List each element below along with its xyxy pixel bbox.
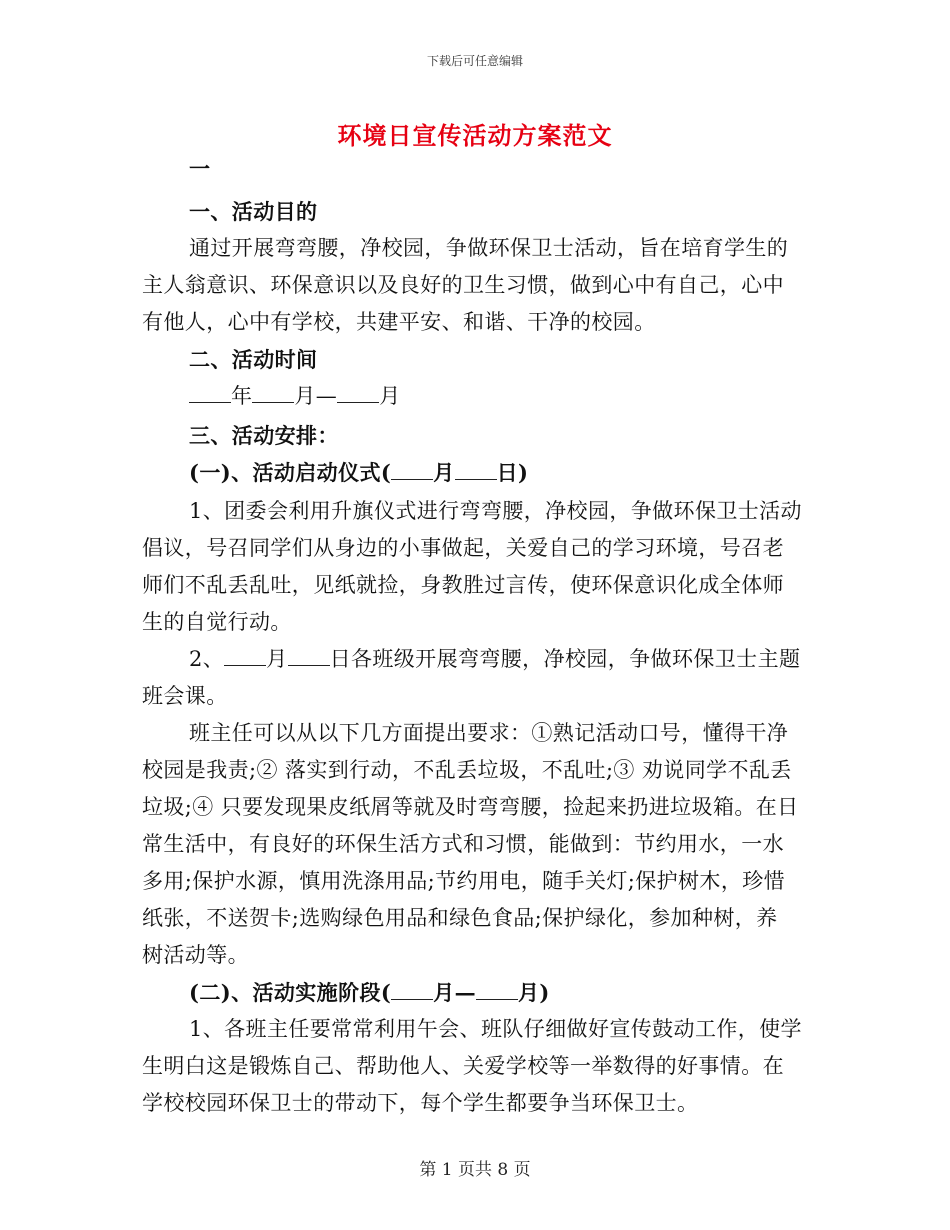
fill-in-blank: [288, 643, 330, 666]
document-title: 环境日宣传活动方案范文: [337, 121, 613, 150]
page-header: 下载后可任意编辑: [426, 54, 523, 68]
section-heading: (一)、活动启动仪式( 月 日): [142, 454, 808, 491]
paragraph-line: 班会课。: [142, 684, 228, 708]
paragraph-line: 班主任可以从以下几方面提出要求：①熟记活动口号，懂得干净: [189, 721, 789, 745]
paragraph-line: 校园是我责;② 落实到行动，不乱丢垃圾，不乱吐;③ 劝说同学不乱丢: [142, 758, 792, 782]
paragraph-line: 有他人，心中有学校，共建平安、和谐、干净的校园。: [142, 310, 656, 334]
paragraph-line: 年 月— 月: [142, 378, 808, 415]
section-heading: 三、活动安排：: [189, 423, 339, 448]
paragraph-line: 生明白这是锻炼自己、帮助他人、关爱学校等一举数得的好事情。在: [142, 1054, 784, 1078]
fill-in-blank: [224, 643, 266, 666]
section-heading: 一、活动目的: [189, 199, 318, 224]
paragraph-line: 常生活中，有良好的环保生活方式和习惯，能做到：节约用水，一水: [142, 832, 784, 856]
paragraph-line: 2、 月 日各班级开展弯弯腰，净校园，争做环保卫士主题: [142, 641, 808, 678]
paragraph-line: 1、各班主任要常常利用午会、班队仔细做好宣传鼓动工作，使学: [189, 1017, 802, 1041]
fill-in-blank: [252, 380, 294, 403]
fill-in-blank: [391, 457, 433, 480]
section-heading: 二、活动时间: [189, 347, 318, 372]
paragraph-line: 通过开展弯弯腰，净校园，争做环保卫士活动，旨在培育学生的: [189, 236, 789, 260]
paragraph-line: 多用;保护水源，慎用洗涤用品;节约用电，随手关灯;保护树木，珍惜: [142, 869, 786, 893]
paragraph-line: 1、团委会利用升旗仪式进行弯弯腰，净校园，争做环保卫士活动: [189, 499, 802, 523]
paragraph-line: 垃圾;④ 只要发现果皮纸屑等就及时弯弯腰，捡起来扔进垃圾箱。在日: [142, 795, 799, 819]
fill-in-blank: [337, 380, 379, 403]
paragraph-line: 主人翁意识、环保意识以及良好的卫生习惯，做到心中有自己，心中: [142, 273, 784, 297]
fill-in-blank: [476, 977, 518, 1000]
section-heading: 一: [189, 156, 211, 181]
section-heading: (二)、活动实施阶段( 月— 月): [142, 974, 808, 1011]
paragraph-line: 树活动等。: [142, 943, 249, 967]
paragraph-line: 倡议，号召同学们从身边的小事做起，关爱自己的学习环境，号召老: [142, 536, 784, 560]
paragraph-line: 生的自觉行动。: [142, 610, 292, 634]
paragraph-line: 纸张，不送贺卡;选购绿色用品和绿色食品;保护绿化，参加种树，养: [142, 906, 778, 930]
fill-in-blank: [189, 380, 231, 403]
page-footer: 第 1 页共 8 页: [419, 1160, 531, 1180]
fill-in-blank: [391, 977, 433, 1000]
fill-in-blank: [455, 457, 497, 480]
paragraph-line: 学校校园环保卫士的带动下，每个学生都要争当环保卫士。: [142, 1091, 699, 1115]
document-body: [142, 150, 808, 1122]
paragraph-line: 师们不乱丢乱吐，见纸就捡，身教胜过言传，使环保意识化成全体师: [142, 573, 784, 597]
